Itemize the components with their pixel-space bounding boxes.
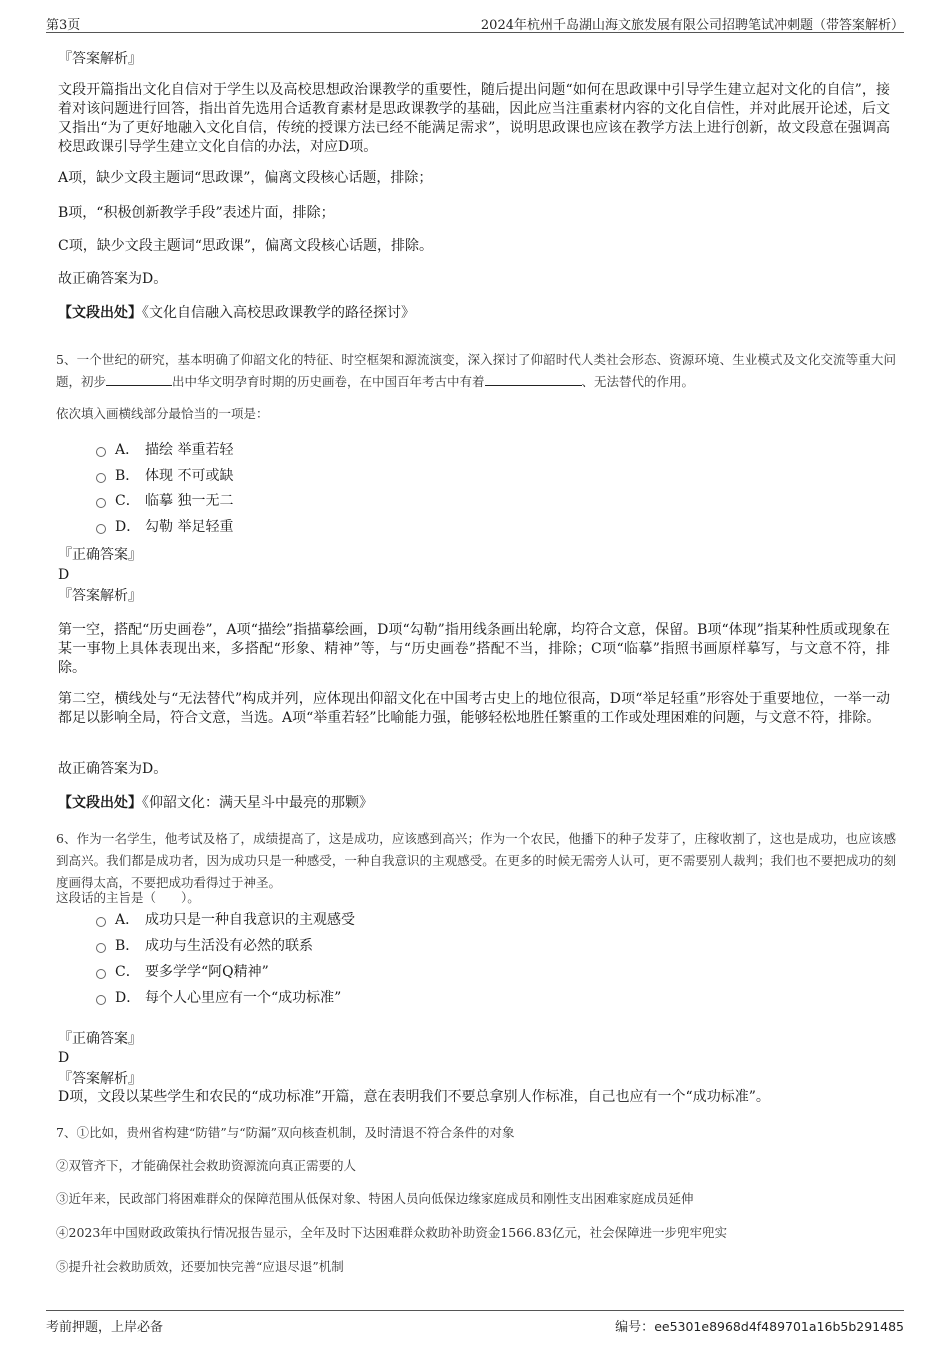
footer-slogan: 考前押题，上岸必备 — [46, 1320, 164, 1335]
radio-icon[interactable] — [96, 447, 106, 457]
q6-analysis-label: 『答案解析』 — [58, 1071, 142, 1087]
q5-analysis-p2: 第二空，横线处与“无法替代”构成并列，应体现出仰韶文化在中国考古史上的地位很高，D项“举足轻重”形容处于重要地位，一举一动都足以影响全局，符合文意，当选。A项“举重若轻”比喻能力强，能够轻松地胜任繁重的工作或处理困难的问题，与文意不符，排除。 — [58, 691, 890, 726]
q5-blank-2[interactable] — [485, 372, 582, 386]
q7-line-4: ④2023年中国财政政策执行情况报告显示，全年及时下达困难群众救助补助资金1566.83亿元，社会保障进一步兜牢兜实 — [56, 1225, 728, 1240]
q5-option-b[interactable] — [96, 467, 233, 486]
radio-icon[interactable] — [96, 498, 106, 508]
option-text: 描绘 举重若轻 — [145, 442, 234, 458]
document-title: 2024年杭州千岛湖山海文旅发展有限公司招聘笔试冲刺题（带答案解析） — [480, 18, 904, 33]
option-text: 成功与生活没有必然的联系 — [145, 938, 313, 954]
page-header — [46, 12, 904, 33]
option-letter: D． — [115, 990, 141, 1006]
q5-answer-label: 『正确答案』 — [58, 547, 142, 563]
page-footer — [46, 1310, 904, 1335]
q5-option-a[interactable] — [96, 441, 233, 460]
option-letter: B． — [115, 468, 140, 484]
option-letter: C． — [115, 493, 140, 509]
q5-source-label: 【文段出处】 — [58, 795, 142, 811]
radio-icon[interactable] — [96, 969, 106, 979]
q5-analysis-label: 『答案解析』 — [58, 588, 142, 604]
radio-icon[interactable] — [96, 524, 106, 534]
option-letter: B． — [115, 938, 140, 954]
q5-analysis-p1: 第一空，搭配“历史画卷”，A项“描绘”指描摹绘画，D项“勾勒”指用线条画出轮廓，均符合文意，保留。B项“体现”指某种性质或现象在某一事物上具体表现出来，多搭配“形象、精神”等，与“历史画卷”搭配不当，排除；C项“临摹”指照书画原样摹写，与文意不符，排除。 — [58, 622, 890, 676]
q6-answer-label: 『正确答案』 — [58, 1031, 142, 1047]
q7-line-5: ⑤提升社会救助质效，还要加快完善“应退尽退”机制 — [56, 1259, 344, 1274]
footer-code-label: 编号： — [615, 1320, 655, 1335]
q4-conclusion: 故正确答案为D。 — [58, 271, 168, 287]
page-number: 第3页 — [46, 18, 81, 33]
q6-analysis-text: D项，文段以某些学生和农民的“成功标准”开篇，意在表明我们不要总拿别人作标准，自己也应有一个“成功标准”。 — [58, 1089, 770, 1105]
q5-stem-part1: 5、一个世纪的研究，基本明确了仰韶文化的特征、时空框架和源流演变，深入探讨了仰韶时代人类社会形态、资源环境、生业模式及文化交流等重大问题，初步 — [56, 352, 896, 389]
option-letter: C． — [115, 964, 140, 980]
q6-option-a[interactable] — [96, 911, 355, 930]
radio-icon[interactable] — [96, 917, 106, 927]
q6-option-b[interactable] — [96, 937, 313, 956]
q6-answer: D — [58, 1050, 70, 1066]
q5-source-text: 《仰韶文化：满天星斗中最亮的那颗》 — [142, 795, 373, 811]
q6-option-d[interactable] — [96, 989, 341, 1008]
q4-analysis-text: 文段开篇指出文化自信对于学生以及高校思想政治课教学的重要性，随后提出问题“如何在思政课中引导学生建立起对文化的自信”，接着对该问题进行回答，指出首先选用合适教育素材是思政课教学的基础，因此应当注重素材内容的文化自信性，并对此展开论述，后文又指出“为了更好地融入文化自信，传统的授课方法已经不能满足需求”，说明思政课也应该在教学方法上进行创新，故文段意在强调高校思政课引导学生建立文化自信的办法，对应D项。 — [58, 82, 890, 155]
q5-stem-part3: 、无法替代的作用。 — [581, 374, 695, 389]
option-text: 体现 不可或缺 — [145, 468, 234, 484]
q5-source — [58, 794, 373, 813]
q4-source-text: 《文化自信融入高校思政课教学的路径探讨》 — [142, 305, 415, 321]
option-text: 勾勒 举足轻重 — [145, 519, 234, 535]
q5-stem — [56, 349, 896, 393]
q7-line-2: ②双管齐下，才能确保社会救助资源流向真正需要的人 — [56, 1158, 357, 1173]
q5-option-c[interactable] — [96, 492, 233, 511]
option-letter: D． — [115, 519, 141, 535]
radio-icon[interactable] — [96, 473, 106, 483]
footer-code-value: ee5301e8968d4f489701a16b5b291485 — [654, 1319, 904, 1334]
q5-prompt: 依次填入画横线部分最恰当的一项是： — [56, 406, 269, 421]
q4-item-c: C项，缺少文段主题词“思政课”，偏离文段核心话题，排除。 — [58, 238, 434, 254]
option-text: 每个人心里应有一个“成功标准” — [145, 990, 342, 1006]
q5-option-d[interactable] — [96, 518, 233, 537]
q4-source-label: 【文段出处】 — [58, 305, 142, 321]
q7-line-3: ③近年来，民政部门将困难群众的保障范围从低保对象、特困人员向低保边缘家庭成员和刚性支出困难家庭成员延伸 — [56, 1191, 694, 1206]
q5-answer: D — [58, 567, 70, 583]
q4-source — [58, 304, 415, 323]
option-text: 成功只是一种自我意识的主观感受 — [145, 912, 355, 928]
q5-stem-part2: 出中华文明孕育时期的历史画卷，在中国百年考古中有着 — [172, 374, 485, 389]
q7-line-1: 7、①比如，贵州省构建“防错”与“防漏”双向核查机制，及时清退不符合条件的对象 — [56, 1125, 515, 1140]
option-letter: A． — [115, 912, 140, 928]
footer-code — [615, 1316, 904, 1335]
option-text: 要多学学“阿Q精神” — [145, 964, 269, 980]
radio-icon[interactable] — [96, 943, 106, 953]
q5-conclusion: 故正确答案为D。 — [58, 761, 168, 777]
option-letter: A． — [115, 442, 140, 458]
option-text: 临摹 独一无二 — [145, 493, 234, 509]
q4-analysis-label: 『答案解析』 — [58, 51, 142, 67]
q5-blank-1[interactable] — [106, 372, 172, 386]
q4-item-b: B项，“积极创新教学手段”表述片面，排除； — [58, 205, 335, 221]
q4-item-a: A项，缺少文段主题词“思政课”，偏离文段核心话题，排除； — [58, 170, 433, 186]
q6-stem: 6、作为一名学生，他考试及格了，成绩提高了，这是成功，应该感到高兴；作为一个农民，他播下的种子发芽了，庄稼收割了，这也是成功，也应该感到高兴。我们都是成功者，因为成功只是一种感受，一种自我意识的主观感受。在更多的时候无需旁人认可，更不需要别人裁判；我们也不要把成功的刻度画得太高，不要把成功看得过于神圣。 — [56, 831, 896, 890]
q6-prompt: 这段话的主旨是（ ）。 — [56, 890, 200, 905]
radio-icon[interactable] — [96, 995, 106, 1005]
q6-option-c[interactable] — [96, 963, 269, 982]
